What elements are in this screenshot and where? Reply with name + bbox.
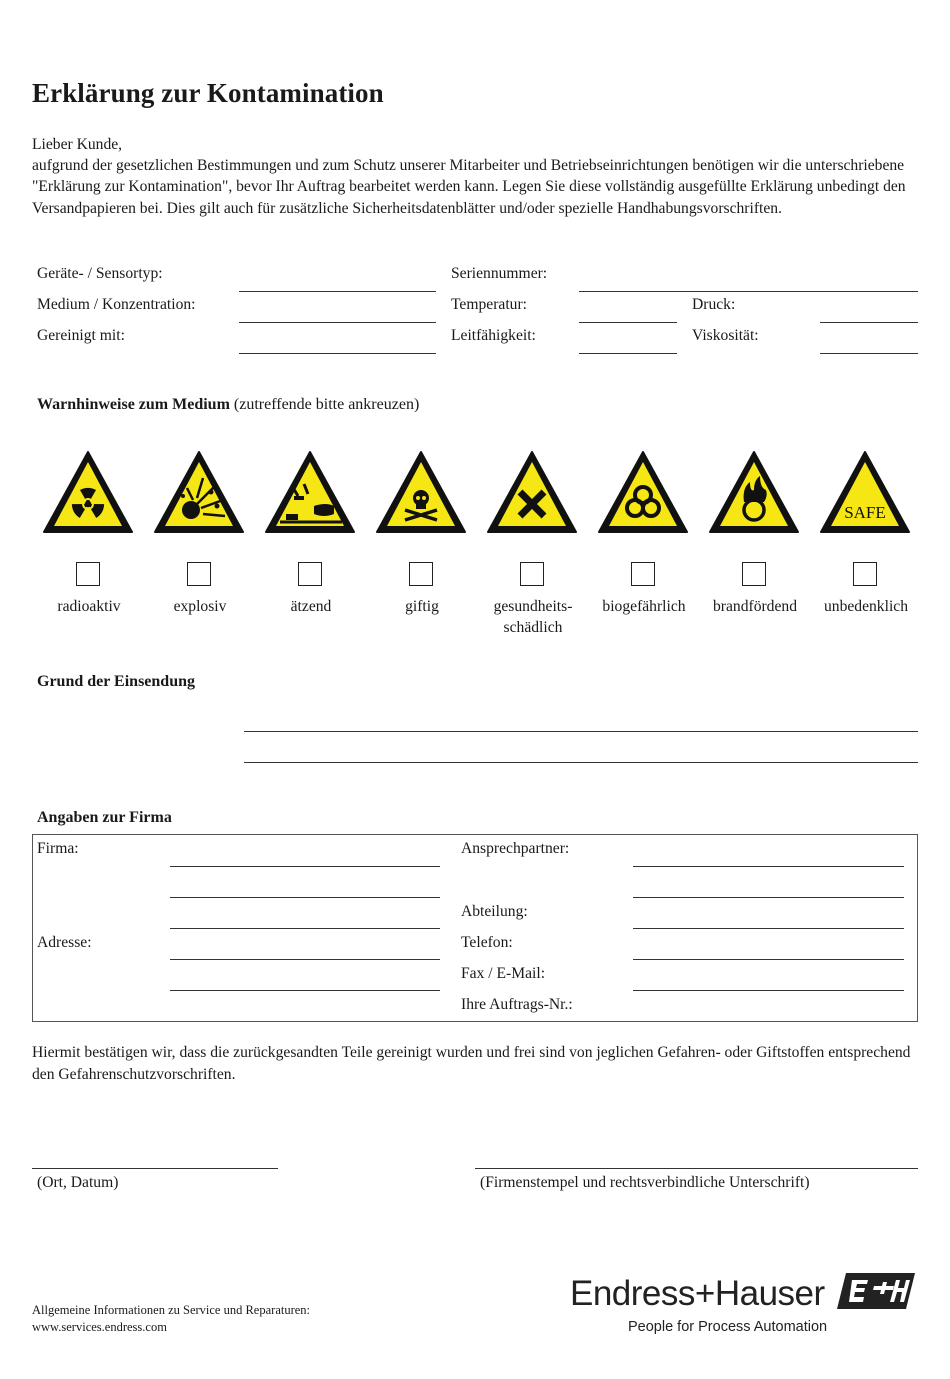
- hazard-heading-text: Warnhinweise zum Medium: [37, 396, 230, 413]
- viscosity-label: Viskosität:: [692, 327, 759, 344]
- cleaned-with-field[interactable]: [239, 353, 436, 354]
- radioactive-icon: [44, 452, 132, 532]
- serial-number-label: Seriennummer:: [451, 265, 548, 282]
- contact-field-2[interactable]: [633, 897, 904, 898]
- hazard-label-biohazard: biogefährlich: [602, 598, 686, 615]
- place-date-field[interactable]: [32, 1168, 278, 1169]
- checkbox-explosive[interactable]: [187, 562, 211, 586]
- serial-number-field[interactable]: [579, 291, 918, 292]
- reason-field-line-2[interactable]: [244, 762, 918, 763]
- harmful-icon: [488, 452, 576, 532]
- phone-field[interactable]: [633, 959, 904, 960]
- reason-heading: Grund der Einsendung: [37, 673, 195, 690]
- signature-field[interactable]: [475, 1168, 918, 1169]
- biohazard-icon: [599, 452, 687, 532]
- address-field-1[interactable]: [170, 928, 440, 929]
- conductivity-label: Leitfähigkeit:: [451, 327, 536, 344]
- fax-email-field[interactable]: [633, 990, 904, 991]
- phone-label: Telefon:: [461, 934, 513, 951]
- department-field[interactable]: [633, 928, 904, 929]
- pressure-label: Druck:: [692, 296, 736, 313]
- place-date-label: (Ort, Datum): [37, 1174, 119, 1191]
- safe-icon-text: SAFE: [844, 503, 886, 522]
- checkbox-radioactive[interactable]: [76, 562, 100, 586]
- toxic-icon: [377, 452, 465, 532]
- footer-line-1: Allgemeine Informationen zu Service und Reparaturen:: [32, 1303, 311, 1317]
- cleaned-with-label: Gereinigt mit:: [37, 327, 125, 344]
- medium-field[interactable]: [239, 322, 436, 323]
- hazard-label-harmful: [473, 596, 593, 638]
- device-type-label: Geräte- / Sensortyp:: [37, 265, 163, 282]
- explosive-icon: [155, 452, 243, 532]
- hazard-label-harmful-line2: schädlich: [503, 619, 563, 636]
- confirmation-text: Hiermit bestätigen wir, dass die zurückgesandten Teile gereinigt wurden und frei sind von jeglichen Gefahren- oder Giftstoffen entsprechend den Gefahrenschutzvorschriften.: [32, 1044, 911, 1083]
- hazard-label-harmful-line1: gesundheits-: [493, 598, 573, 615]
- hazard-signs: [0, 440, 950, 540]
- firm-label: Firma:: [37, 840, 79, 857]
- corrosive-icon: [266, 452, 354, 532]
- device-type-field[interactable]: [239, 291, 436, 292]
- order-number-label: Ihre Auftrags-Nr.:: [461, 996, 573, 1013]
- intro-body: aufgrund der gesetzlichen Bestimmungen und zum Schutz unserer Mitarbeiter und Betriebseinrichtungen benötigen wir die unterschriebene "Erklärung zur Kontamination", bevor Ihr Auftrag bearbeitet werden kann. Legen Sie diese vollständig ausgefüllte Erklärung unbedingt den Versandpapieren bei. Dies gilt auch für zusätzliche Sicherheitsdatenblätter und/oder spezielle Handhabungsvorschriften.: [32, 157, 906, 217]
- hazard-label-corrosive: ätzend: [290, 598, 332, 615]
- hazard-label-oxidizing: brandfördend: [713, 598, 797, 615]
- oxidizing-icon: [710, 452, 798, 532]
- hazard-heading: [37, 396, 419, 414]
- firm-field-1[interactable]: [170, 866, 440, 867]
- contact-field-1[interactable]: [633, 866, 904, 867]
- viscosity-field[interactable]: [820, 353, 918, 354]
- conductivity-field[interactable]: [579, 353, 677, 354]
- fax-email-label: Fax / E-Mail:: [461, 965, 546, 982]
- checkbox-toxic[interactable]: [409, 562, 433, 586]
- firm-field-2[interactable]: [170, 897, 440, 898]
- hazard-label-radioactive: radioaktiv: [57, 598, 121, 615]
- address-label: Adresse:: [37, 934, 92, 951]
- contact-label: Ansprechpartner:: [461, 840, 570, 857]
- page-title: Erklärung zur Kontamination: [32, 78, 384, 108]
- intro-text: [32, 134, 912, 219]
- footer-link[interactable]: www.services.endress.com: [32, 1320, 167, 1334]
- hazard-label-safe: unbedenklich: [823, 598, 908, 615]
- signature-label: (Firmenstempel und rechtsverbindliche Unterschrift): [480, 1174, 810, 1191]
- checkbox-oxidizing[interactable]: [742, 562, 766, 586]
- address-field-3[interactable]: [170, 990, 440, 991]
- footer-info: [32, 1302, 310, 1336]
- checkbox-corrosive[interactable]: [298, 562, 322, 586]
- medium-label: Medium / Konzentration:: [37, 296, 196, 313]
- checkbox-harmful[interactable]: [520, 562, 544, 586]
- department-label: Abteilung:: [461, 903, 528, 920]
- reason-field-line-1[interactable]: [244, 731, 918, 732]
- hazard-heading-note: (zutreffende bitte ankreuzen): [233, 396, 420, 413]
- brand-name: Endress+Hauser: [570, 1274, 825, 1313]
- brand-logo-icon: [836, 1272, 916, 1310]
- safe-icon: [821, 452, 909, 532]
- hazard-label-explosive: explosiv: [173, 598, 227, 615]
- hazard-label-toxic: giftig: [405, 598, 439, 615]
- checkbox-safe[interactable]: [853, 562, 877, 586]
- temperature-label: Temperatur:: [451, 296, 527, 313]
- pressure-field[interactable]: [820, 322, 918, 323]
- address-field-2[interactable]: [170, 959, 440, 960]
- checkbox-biohazard[interactable]: [631, 562, 655, 586]
- temperature-field[interactable]: [579, 322, 677, 323]
- company-heading: Angaben zur Firma: [37, 809, 172, 826]
- brand-tagline: People for Process Automation: [628, 1319, 828, 1335]
- intro-greeting: Lieber Kunde,: [32, 136, 123, 153]
